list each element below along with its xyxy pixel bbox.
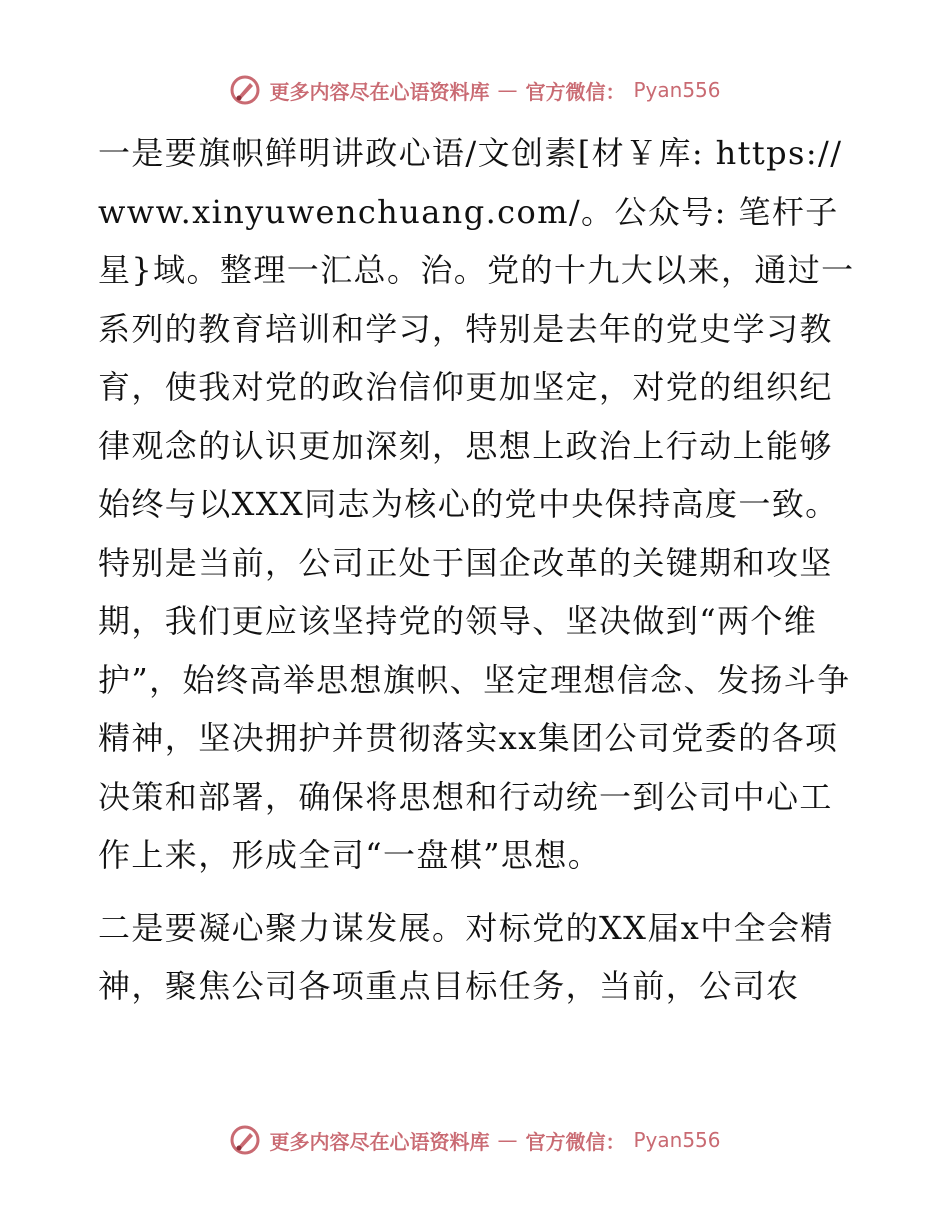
header-wechat-label: 官方微信： [525,79,626,104]
paragraph-2: 二是要凝心聚力谋发展。对标党的XX届x中全会精神，聚焦公司各项重点目标任务，当前，公司农 [98,908,834,1005]
footer-wechat-label: 官方微信： [525,1129,626,1154]
footer-banner-separator: — [497,1128,518,1152]
footer-wechat-id: Pyan556 [633,1128,721,1152]
paragraph-1: 一是要旗帜鲜明讲政心语/文创素[材￥库: https://www.xinyuwenchuang.com/。公众号: 笔杆子星}域。整理一汇总。治。党的十九大以来，通过一系列的教育培训和学习，特别是去年的党史学习教育，使我对党的政治信仰更加坚定，对党的组织纪律观念的认识更加深刻，思想上政治上行动上能够始终与以XXX同志为核心的党中央保持高度一致。特别是当前，公司正处于国企改革的关键期和攻坚期，我们更应该坚持党的领导、坚决做到“两个维护”，始终高举思想旗帜、坚定理想信念、发扬斗争精神，坚决拥护并贯彻落实xx集团公司党委的各项决策和部署，确保将思想和行动统一到公司中心工作上来，形成全司“一盘棋”思想。 [98,134,855,874]
header-banner-separator: — [497,78,518,102]
document-body [98,124,858,1016]
header-wechat-id: Pyan556 [633,78,721,102]
footer-banner [0,1120,950,1160]
ink-pen-logo-icon [229,1124,261,1156]
header-banner [0,70,950,110]
ink-pen-logo-icon [229,74,261,106]
header-banner-text: 更多内容尽在心语资料库 [269,79,490,104]
footer-banner-text: 更多内容尽在心语资料库 [269,1129,490,1154]
